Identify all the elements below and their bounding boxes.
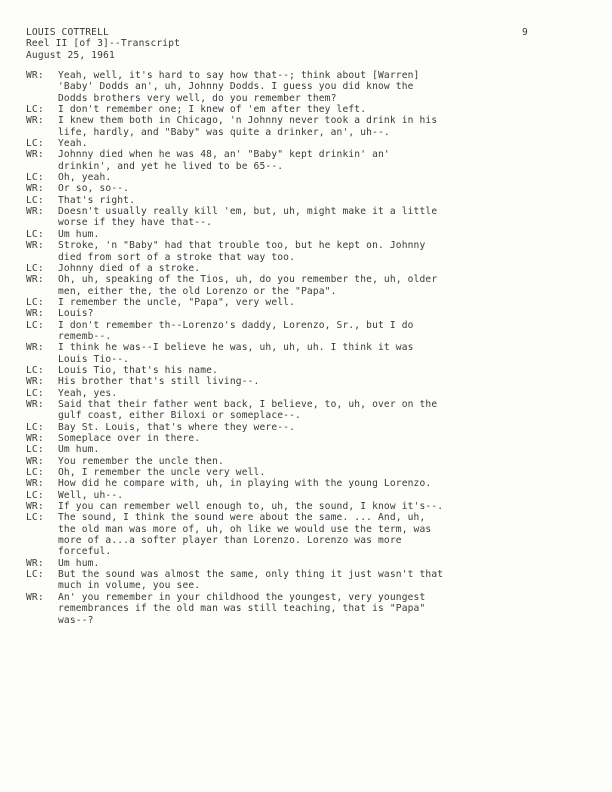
speaker-label: WR: [26, 70, 44, 81]
speaker-label: WR: [26, 342, 44, 354]
speaker-label: LC: [26, 194, 44, 206]
page-number: 9 [522, 27, 528, 38]
transcript-turn [26, 320, 526, 343]
speaker-label: WR: [26, 478, 44, 490]
transcript-turn [26, 240, 526, 263]
turn-text: Yeah, well, it's hard to say how that--; think about [Warren] 'Baby' Dodds an', uh, Johnny Dodds. I guess you did know the Dodds brothers very well, do you remember them? [58, 70, 420, 104]
turn-text: Um hum. [58, 444, 100, 456]
turn-text: That's right. [58, 194, 136, 206]
turn-text: An' you remember in your childhood the youngest, very youngest remembrances if the old man was still teaching, that is "Papa" was--? [58, 591, 426, 626]
turn-text: Said that their father went back, I believe, to, uh, over on the gulf coast, either Biloxi or someplace--. [58, 398, 438, 422]
speaker-label: LC: [26, 387, 44, 399]
transcript-turn [26, 467, 526, 478]
transcript-turn [26, 138, 526, 149]
turn-text: I don't remember th--Lorenzo's daddy, Lorenzo, Sr., but I do rememb--. [58, 319, 414, 342]
turn-text: Oh, I remember the uncle very well. [58, 467, 266, 479]
turn-text: Well, uh--. [58, 489, 124, 501]
speaker-label: LC: [26, 467, 44, 479]
transcript-turn [26, 365, 526, 376]
speaker-label: WR: [26, 115, 44, 127]
turn-text: Or so, so--. [58, 183, 130, 195]
speaker-label: WR: [26, 376, 44, 388]
speaker-label: LC: [26, 489, 44, 501]
interviewee-name: LOUIS COTTRELL [26, 27, 109, 38]
speaker-label: LC: [26, 104, 44, 116]
speaker-label: WR: [26, 308, 44, 320]
transcript-turn [26, 263, 526, 274]
speaker-label: LC: [26, 138, 44, 150]
speaker-label: LC: [26, 512, 44, 524]
transcript-turn [26, 104, 526, 115]
speaker-label: WR: [26, 183, 44, 195]
turn-text: I don't remember one; I knew of 'em after they left. [58, 104, 367, 116]
speaker-label: WR: [26, 206, 44, 218]
turn-text: Johnny died when he was 48, an' "Baby" kept drinkin' an' drinkin', and yet he lived to be 65--. [58, 149, 390, 172]
turn-text: Um hum. [58, 228, 100, 240]
speaker-label: WR: [26, 501, 44, 513]
page-header [26, 27, 180, 61]
turn-text: You remember the uncle then. [58, 455, 224, 467]
turn-text: Stroke, 'n "Baby" had that trouble too, but he kept on. Johnny died from sort of a stroke that way too. [58, 240, 426, 263]
interview-date: August 25, 1961 [26, 49, 115, 61]
turn-text: The sound, I think the sound were about the same. ... And, uh, the old man was more of, uh, oh like we would use the term, was more of a...a softer player than Lorenzo. Lorenzo was more forceful. [58, 512, 432, 558]
transcript-turn [26, 456, 526, 467]
turn-text: I knew them both in Chicago, 'n Johnny never took a drink in his life, hardly, and "Baby" was quite a drinker, an', uh--. [58, 115, 438, 138]
turn-text: How did he compare with, uh, in playing with the young Lorenzo. [58, 478, 432, 490]
transcript-turn [26, 297, 526, 308]
speaker-label: LC: [26, 296, 44, 308]
speaker-label: LC: [26, 319, 44, 331]
turn-text: If you can remember well enough to, uh, the sound, I know it's--. [58, 501, 444, 513]
transcript-turn [26, 308, 526, 319]
transcript-turn [26, 569, 526, 592]
transcript-turn [26, 512, 526, 557]
turn-text: Um hum. [58, 557, 100, 569]
transcript-turn [26, 444, 526, 455]
turn-text: I remember the uncle, "Papa", very well. [58, 296, 296, 308]
transcript-turn [26, 274, 526, 297]
transcript-turn [26, 149, 526, 172]
transcript-turn [26, 422, 526, 433]
reel-label: Reel II [of 3]--Transcript [26, 38, 181, 50]
transcript-turn [26, 115, 526, 138]
transcript-turn [26, 172, 526, 183]
speaker-label: LC: [26, 172, 44, 184]
turn-text: His brother that's still living--. [58, 376, 260, 388]
turn-text: Johnny died of a stroke. [58, 262, 201, 274]
speaker-label: WR: [26, 433, 44, 444]
transcript-turn [26, 229, 526, 240]
turn-text: Yeah, yes. [58, 387, 118, 399]
speaker-label: LC: [26, 444, 44, 456]
turn-text: Louis? [58, 308, 94, 320]
speaker-label: WR: [26, 274, 44, 286]
turn-text: Louis Tio, that's his name. [58, 364, 218, 376]
transcript-turn [26, 376, 526, 387]
transcript-turn [26, 490, 526, 501]
transcript-turn [26, 399, 526, 422]
turn-text: Bay St. Louis, that's where they were--. [58, 421, 296, 433]
transcript-turn [26, 478, 526, 489]
speaker-label: WR: [26, 149, 44, 161]
turn-text: Doesn't usually really kill 'em, but, uh, might make it a little worse if they have that--. [58, 206, 438, 229]
speaker-label: WR: [26, 240, 44, 252]
transcript-turn [26, 433, 526, 444]
speaker-label: LC: [26, 228, 44, 240]
turn-text: Oh, uh, speaking of the Tios, uh, do you remember the, uh, older men, either the, the old Lorenzo or the "Papa". [58, 274, 438, 297]
turn-text: Yeah. [58, 138, 88, 150]
transcript-turn [26, 195, 526, 206]
transcript-turn [26, 592, 526, 626]
transcript-turn [26, 342, 526, 365]
speaker-label: LC: [26, 364, 44, 376]
transcript-turn [26, 558, 526, 569]
transcript-body [26, 70, 526, 626]
turn-text: Oh, yeah. [58, 172, 112, 184]
speaker-label: LC: [26, 421, 44, 433]
transcript-turn [26, 183, 526, 194]
speaker-label: WR: [26, 398, 44, 410]
turn-text: Someplace over in there. [58, 433, 201, 444]
speaker-label: WR: [26, 455, 44, 467]
speaker-label: WR: [26, 591, 44, 603]
transcript-turn [26, 206, 526, 229]
turn-text: I think he was--I believe he was, uh, uh, uh. I think it was Louis Tio--. [58, 342, 414, 365]
speaker-label: LC: [26, 569, 44, 581]
turn-text: But the sound was almost the same, only thing it just wasn't that much in volume, you see. [58, 569, 444, 592]
transcript-turn [26, 388, 526, 399]
speaker-label: LC: [26, 262, 44, 274]
speaker-label: WR: [26, 557, 44, 569]
transcript-turn [26, 501, 526, 512]
transcript-turn [26, 70, 526, 104]
